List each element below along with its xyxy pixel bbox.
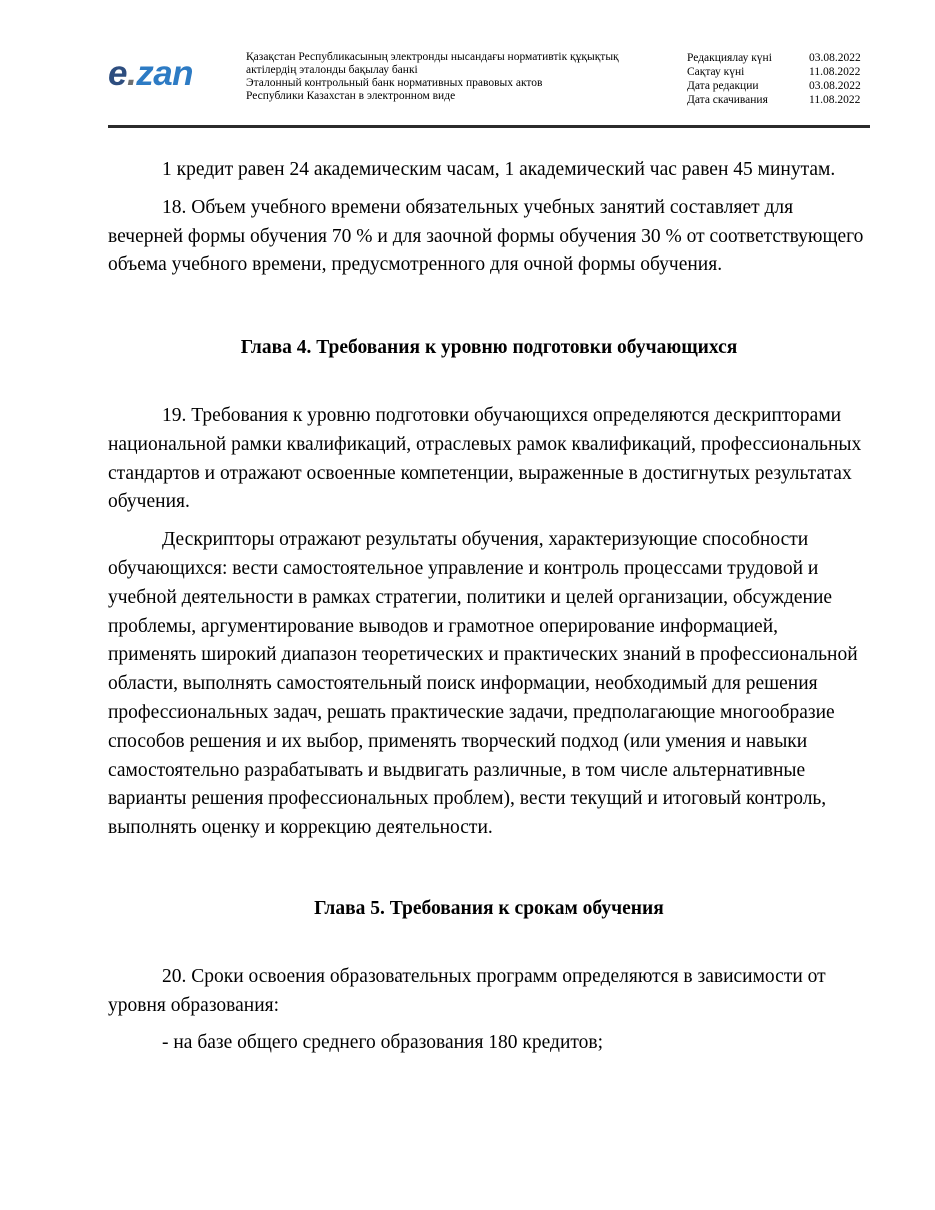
ezan-logo[interactable]: e.zan: [108, 54, 194, 93]
org-line: Эталонный контрольный банк нормативных правовых актов: [246, 77, 543, 89]
document-dates: [687, 51, 867, 107]
date-value: 03.08.2022: [809, 80, 861, 92]
date-label: Редакциялау күні: [687, 52, 772, 64]
paragraph: 18. Объем учебного времени обязательных учебных занятий составляет для вечерней формы обучения 70 % и для заочной формы обучения 30 % от соответствующего объема учебного времени, предусмотренного для очной формы обучения.: [108, 196, 864, 276]
date-label: Дата редакции: [687, 80, 759, 92]
paragraph: 20. Сроки освоения образовательных программ определяются в зависимости от уровня образования:: [108, 965, 826, 1016]
document-header: [108, 44, 870, 128]
date-value: 03.08.2022: [809, 52, 861, 64]
date-row: [687, 93, 867, 107]
document-body: [108, 156, 870, 1058]
date-label: Сақтау күні: [687, 66, 745, 78]
header-divider: [108, 125, 870, 128]
paragraph: Дескрипторы отражают результаты обучения, характеризующие способности обучающихся: вести самостоятельное управление и контроль процессами трудовой и учебной деятельности в рамках стратегии, политики и целей организации, обсуждение проблемы, аргументирование выводов и грамотное оперирование информацией, применять широкий диапазон теоретических и практических знаний в профессиональной области, выполнять самостоятельный поиск информации, необходимый для решения профессиональных задач, решать практические задачи, предполагающие многообразие способов решения и их выбор, применять творческий подход (или умения и навыки самостоятельно разрабатывать и выдвигать различные, в том числе альтернативные варианты решения профессиональных проблем), вести текущий и итоговый контроль, выполнять оценку и коррекцию деятельности.: [108, 529, 858, 839]
paragraph: 19. Требования к уровню подготовки обучающихся определяются дескрипторами национальной рамки квалификаций, отраслевых рамок квалификаций, профессиональных стандартов и отражают освоенные компетенции, выраженные в достигнутых результатах обучения.: [108, 404, 862, 513]
paragraph: - на базе общего среднего образования 180 кредитов;: [162, 1032, 604, 1054]
date-row: [687, 79, 867, 93]
organization-name: [246, 51, 666, 103]
chapter-heading: Глава 4. Требования к уровню подготовки обучающихся: [240, 337, 738, 359]
date-value: 11.08.2022: [809, 66, 861, 78]
date-label: Дата скачивания: [687, 94, 768, 106]
org-line: Қазақстан Республикасының электронды нысандағы нормативтік құқықтық: [246, 51, 619, 63]
date-value: 11.08.2022: [809, 94, 861, 106]
paragraph: 1 кредит равен 24 академическим часам, 1 академический час равен 45 минутам.: [162, 159, 836, 180]
org-line: Республики Казахстан в электронном виде: [246, 90, 456, 102]
date-row: [687, 51, 867, 65]
date-row: [687, 65, 867, 79]
org-line: актілердің эталонды бақылау банкі: [246, 64, 418, 76]
chapter-heading: Глава 5. Требования к срокам обучения: [314, 897, 664, 919]
